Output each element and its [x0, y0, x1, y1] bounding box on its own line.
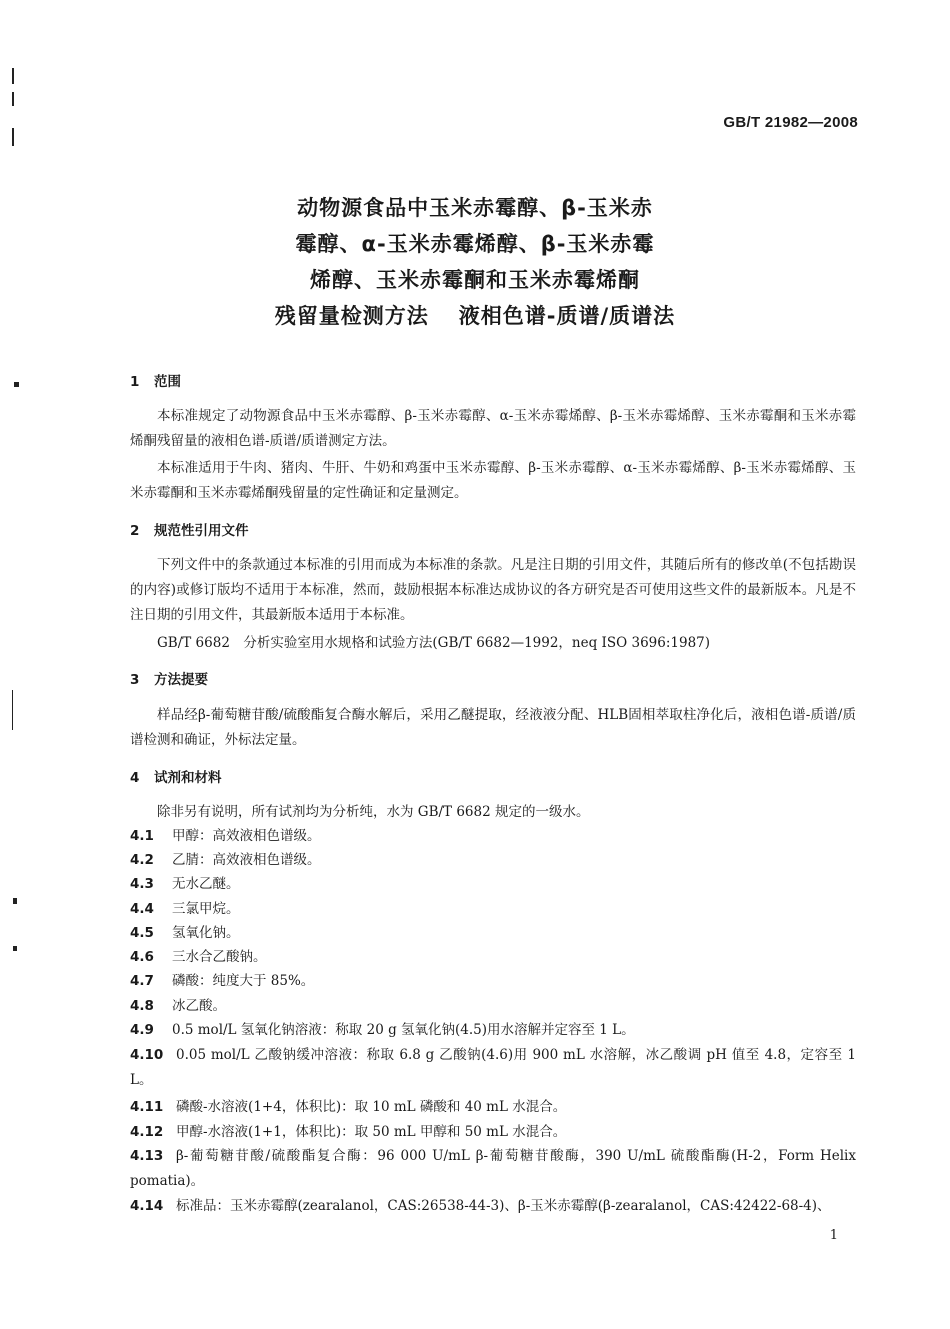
paragraph: 本标准适用于牛肉、猪肉、牛肝、牛奶和鸡蛋中玉米赤霉醇、β-玉米赤霉醇、α-玉米赤霉烯醇、β-玉米赤霉烯醇、玉米赤霉酮和玉米赤霉烯酮残留量的定性确证和定量测定。 [130, 460, 856, 501]
scan-mark [12, 128, 14, 146]
list-item: 4.3 无水乙醚。 [130, 876, 240, 892]
list-item: 4.9 0.5 mol/L 氢氧化钠溶液：称取 20 g 氢氧化钠(4.5)用水溶解并定容至 1 L。 [130, 1022, 635, 1038]
title-line: 动物源食品中玉米赤霉醇、β-玉米赤 [297, 196, 653, 220]
scan-mark [14, 382, 19, 387]
section-heading-2: 2 规范性引用文件 [130, 523, 249, 539]
page-number: 1 [829, 1228, 838, 1243]
title-line: 烯醇、玉米赤霉酮和玉米赤霉烯酮 [310, 268, 640, 292]
paragraph: 下列文件中的条款通过本标准的引用而成为本标准的条款。凡是注日期的引用文件，其随后所有的修改单(不包括勘误的内容)或修订版均不适用于本标准，然而，鼓励根据本标准达成协议的各方研究是否可使用这些文件的最新版本。凡是不注日期的引用文件，其最新版本适用于本标准。 [130, 557, 856, 623]
section-heading-3: 3 方法提要 [130, 672, 208, 688]
title-line [0, 298, 950, 334]
list-item: 4.2 乙腈：高效液相色谱级。 [130, 852, 321, 868]
document-title [0, 190, 950, 334]
list-item: 4.14 标准品：玉米赤霉醇(zearalanol，CAS:26538-44-3)、β-玉米赤霉醇(β-zearalanol，CAS:42422-68-4)、 [130, 1198, 831, 1214]
list-item: 4.5 氢氧化钠。 [130, 925, 240, 941]
list-item: 4.4 三氯甲烷。 [130, 901, 240, 917]
title-line: 霉醇、α-玉米赤霉烯醇、β-玉米赤霉 [295, 232, 655, 256]
list-item: 4.11 磷酸-水溶液(1+4，体积比)：取 10 mL 磷酸和 40 mL 水混合。 [130, 1099, 567, 1115]
scan-mark [12, 68, 14, 84]
list-item: 4.1 甲醇：高效液相色谱级。 [130, 828, 321, 844]
scan-mark [12, 690, 13, 730]
title-line-part: 液相色谱-质谱/质谱法 [458, 304, 676, 328]
list-item: 4.8 冰乙酸。 [130, 998, 226, 1014]
title-line-part: 残留量检测方法 [274, 304, 429, 328]
paragraph: 样品经β-葡萄糖苷酸/硫酸酯复合酶水解后，采用乙醚提取，经液液分配、HLB固相萃取柱净化后，液相色谱-质谱/质谱检测和确证，外标法定量。 [130, 707, 856, 748]
scan-mark [13, 898, 17, 904]
standard-code: GB/T 21982—2008 [723, 114, 858, 131]
paragraph: 除非另有说明，所有试剂均为分析纯，水为 GB/T 6682 规定的一级水。 [157, 804, 590, 820]
list-item: 4.12 甲醇-水溶液(1+1，体积比)：取 50 mL 甲醇和 50 mL 水混合。 [130, 1124, 567, 1140]
list-item: 4.7 磷酸：纯度大于 85%。 [130, 973, 315, 989]
scan-mark [12, 92, 14, 106]
list-item: 4.13 β-葡萄糖苷酸/硫酸酯复合酶：96 000 U/mL β-葡萄糖苷酸酶，390 U/mL 硫酸酯酶(H-2，Form Helix pomatia)。 [130, 1148, 856, 1189]
section-heading-4: 4 试剂和材料 [130, 770, 222, 786]
normative-reference: GB/T 6682 分析实验室用水规格和试验方法(GB/T 6682—1992，neq ISO 3696:1987) [157, 635, 711, 651]
list-item: 4.6 三水合乙酸钠。 [130, 949, 267, 965]
list-item: 4.10 0.05 mol/L 乙酸钠缓冲溶液：称取 6.8 g 乙酸钠(4.6)用 900 mL 水溶解，冰乙酸调 pH 值至 4.8，定容至 1 L。 [130, 1047, 856, 1088]
scan-mark [13, 946, 17, 951]
paragraph: 本标准规定了动物源食品中玉米赤霉醇、β-玉米赤霉醇、α-玉米赤霉烯醇、β-玉米赤霉烯醇、玉米赤霉酮和玉米赤霉烯酮残留量的液相色谱-质谱/质谱测定方法。 [130, 408, 856, 449]
section-heading-1: 1 范围 [130, 374, 181, 390]
